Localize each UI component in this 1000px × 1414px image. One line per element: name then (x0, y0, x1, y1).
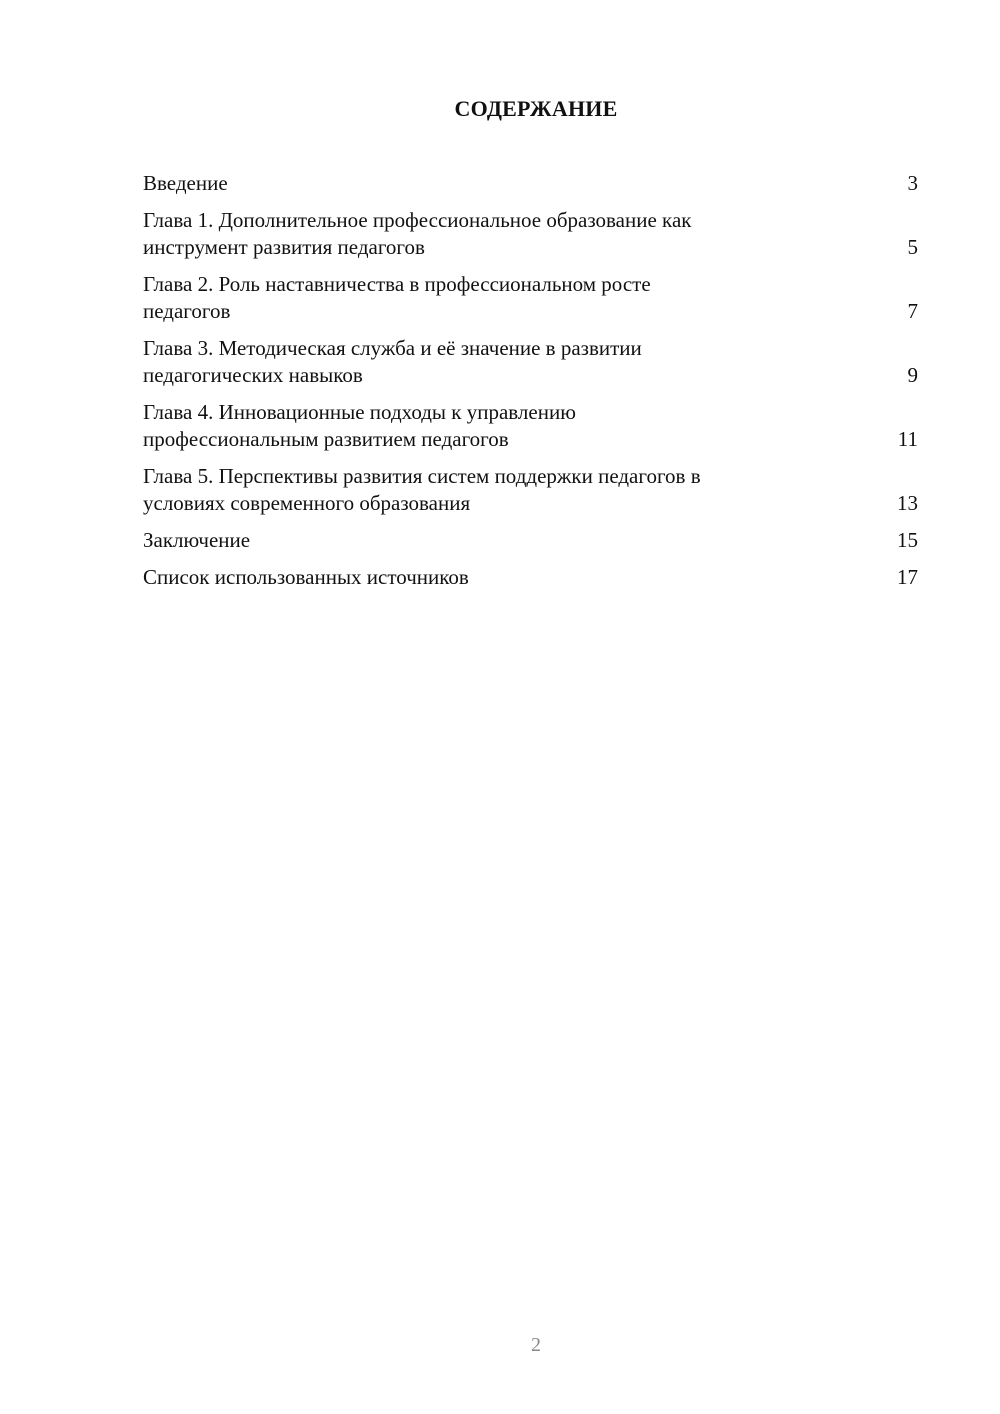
toc-entry-title: Список использованных источников (143, 565, 469, 589)
toc-entry-title: Глава 2. Роль наставничества в профессиональном росте педагогов (143, 272, 651, 323)
toc-entry-conclusion (143, 527, 918, 554)
toc-entry-chapter-3 (143, 335, 918, 389)
toc-entry-chapter-2 (143, 271, 918, 325)
page-number: 2 (531, 1334, 541, 1356)
toc-entry-page: 15 (897, 528, 918, 552)
toc-entry-references (143, 564, 918, 591)
toc-entry-page: 7 (907, 299, 918, 323)
toc-entry-page: 3 (907, 171, 918, 195)
toc-heading: СОДЕРЖАНИЕ (454, 96, 618, 121)
toc-entry-title: Глава 3. Методическая служба и её значение в развитии педагогических навыков (143, 336, 642, 387)
toc-entry-title: Глава 5. Перспективы развития систем поддержки педагогов в условиях современного образования (143, 464, 701, 515)
table-of-contents (143, 170, 918, 601)
toc-entry-page: 13 (897, 491, 918, 515)
toc-entry-chapter-1 (143, 207, 918, 261)
toc-entry-title: Введение (143, 171, 228, 195)
toc-entry-page: 9 (907, 363, 918, 387)
toc-entry-title: Глава 1. Дополнительное профессиональное образование как инструмент развития педагогов (143, 208, 692, 259)
toc-entry-chapter-5 (143, 463, 918, 517)
toc-entry-page: 17 (897, 565, 918, 589)
toc-entry-chapter-4 (143, 399, 918, 453)
toc-entry-title: Глава 4. Инновационные подходы к управлению профессиональным развитием педагогов (143, 400, 576, 451)
toc-entry-page: 11 (897, 427, 918, 451)
toc-entry-title: Заключение (143, 528, 251, 552)
toc-entry-page: 5 (907, 235, 918, 259)
toc-entry-introduction (143, 170, 918, 197)
